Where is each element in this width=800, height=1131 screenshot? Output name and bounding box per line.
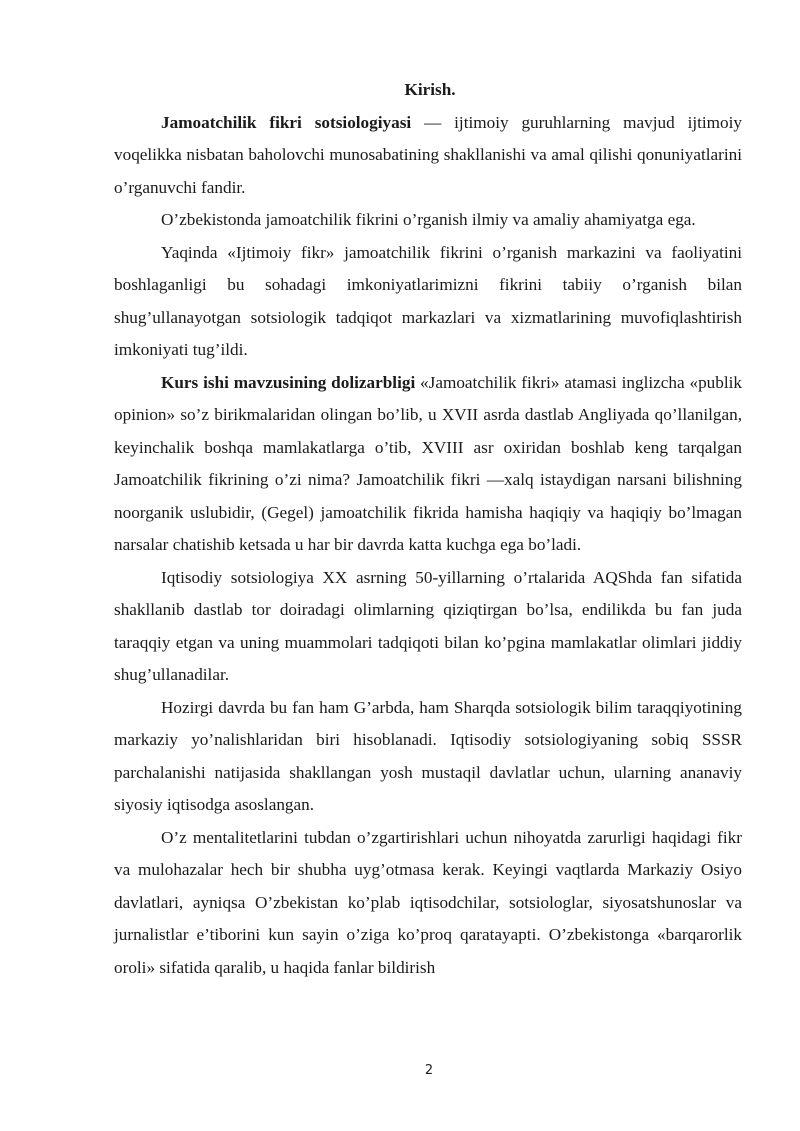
paragraph-3 [114,237,742,367]
page-number: 2 [424,1063,434,1078]
paragraph-1 [114,107,742,205]
paragraph-text: — ijtimoiy guruhlarning mavjud ijtimoiy voqelikka nisbatan baholovchi munosabatining shakllanishi va amal qilishi qonuniyatlarini o’rganuvchi fandir. [114,112,743,197]
paragraph-text: O’zbekistonda jamoatchilik fikrini o’rganish ilmiy va amaliy ahamiyatga ega. [161,210,696,229]
paragraph-lead: Kurs ishi mavzusining dolizarbligi [161,372,416,392]
paragraph-text: Iqtisodiy sotsiologiya XX asrning 50-yillarning o’rtalarida AQShda fan sifatida shakllanib dastlab tor doiradagi olimlarning qiziqtirgan bo’lsa, endilikda bu fan juda taraqqiy etgan va uning muammolari tadqiqoti bilan ko’pgina mamlakatlar olimlari jiddiy shug’ullanadilar. [114,567,742,684]
paragraph-text: O’z mentalitetlarini tubdan o’zgartirishlari uchun nihoyatda zarurligi haqidagi fikr va mulohazalar hech bir shubha uyg’otmasa kerak. Keyingi vaqtlarda Markaziy Osiyo davlatlari, ayniqsa O’zbekistan ko’plab iqtisodchilar, sotsiologlar, siyosatshunoslar va jurnalistlar e’tiborini kun sayin o’ziga ko’proq qaratayapti. O’zbekistonga «barqarorlik oroli» sifatida qaralib, u haqida fanlar bildirish [114,827,742,977]
paragraph-text: Hozirgi davrda bu fan ham G’arbda, ham Sharqda sotsiologik bilim taraqqiyotining markaziy yo’nalishlaridan biri hisoblanadi. Iqtisodiy sotsiologiyaning sobiq SSSR parchalanishi natijasida shakllangan yosh mustaqil davlatlar uchun, ularning ananaviy siyosiy iqtisodga asoslangan. [114,697,742,814]
paragraph-text: Yaqinda «Ijtimoiy fikr» jamoatchilik fikrini o’rganish markazini va faoliyatini boshlaganligi bu sohadagi imkoniyatlarimizni fikrini tabiiy o’rganish bilan shug’ullanayotgan sotsiologik tadqiqot markazlari va xizmatlarining muvofiqlashtirish imkoniyati tug’ildi. [114,242,742,359]
section-title: Kirish. [404,80,456,99]
paragraph-7 [114,822,742,985]
paragraph-text: «Jamoatchilik fikri» atamasi inglizcha «publik opinion» so’z birikmalaridan olingan bo’lib, u XVII asrda dastlab Angliyada qo’llanilgan, keyinchalik boshqa mamlakatlarga o’tib, XVIII asr oxiridan boshlab keng tarqalgan Jamoatchilik fikrining o’zi nima? Jamoatchilik fikri —xalq istaydigan narsani bilishning noorganik uslubidir, (Gegel) jamoatchilik fikrida hamisha haqiqiy va haqiqiy bo’lmagan narsalar chatishib ketsada u har bir davrda katta kuchga ega bo’ladi. [114,372,742,554]
paragraph-2 [114,204,742,237]
paragraph-6 [114,692,742,822]
paragraph-5 [114,562,742,692]
page-body [114,74,742,984]
paragraph-lead: Jamoatchilik fikri sotsiologiyasi [161,112,412,132]
paragraph-4 [114,367,742,562]
